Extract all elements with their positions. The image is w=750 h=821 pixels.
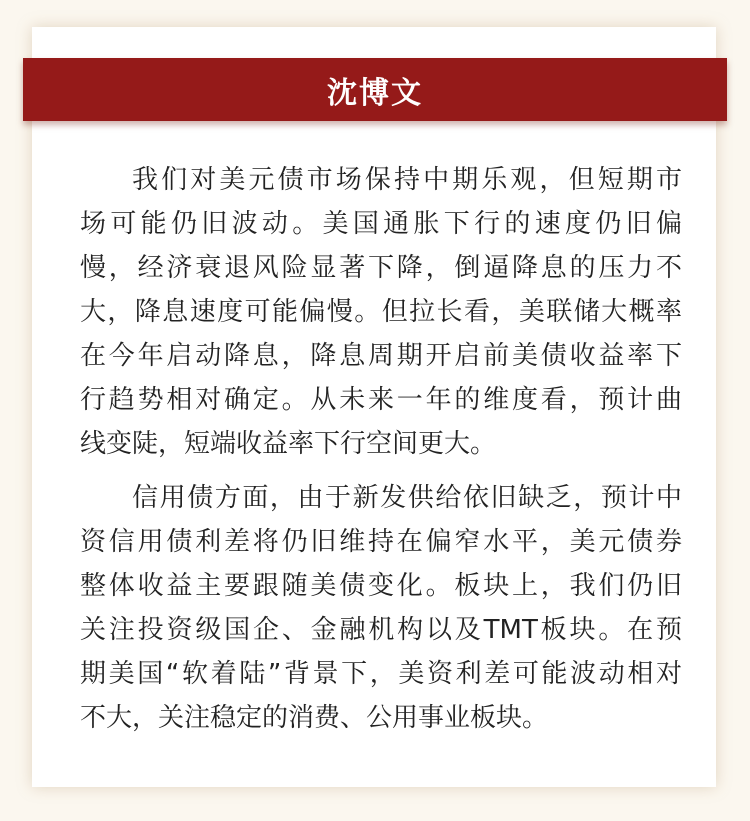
text-line: 慢，经济衰退风险显著下降，倒逼降息的压力不 xyxy=(80,253,682,283)
text-line: 线变陡，短端收益率下行空间更大。 xyxy=(80,429,497,459)
text-line: 期美国“软着陆”背景下，美资利差可能波动相对 xyxy=(80,659,682,689)
text-line: 不大，关注稳定的消费、公用事业板块。 xyxy=(80,703,549,733)
text-line: 整体收益主要跟随美债变化。板块上，我们仍旧 xyxy=(80,571,682,601)
text-line: 关注投资级国企、金融机构以及TMT板块。在预 xyxy=(80,615,682,645)
text-line: 信用债方面，由于新发供给依旧缺乏，预计中 xyxy=(132,483,682,513)
text-line: 在今年启动降息，降息周期开启前美债收益率下 xyxy=(80,341,682,371)
text-line: 资信用债利差将仍旧维持在偏窄水平，美元债券 xyxy=(80,527,682,557)
text-line: 大，降息速度可能偏慢。但拉长看，美联储大概率 xyxy=(80,297,682,327)
paragraph xyxy=(80,476,682,740)
text-line: 场可能仍旧波动。美国通胀下行的速度仍旧偏 xyxy=(80,209,682,239)
author-title: 沈博文 xyxy=(327,75,423,111)
text-line: 我们对美元债市场保持中期乐观，但短期市 xyxy=(132,165,682,195)
title-banner xyxy=(23,58,727,121)
text-line: 行趋势相对确定。从未来一年的维度看，预计曲 xyxy=(80,385,682,415)
paragraph xyxy=(80,158,682,466)
article-body xyxy=(80,158,682,750)
